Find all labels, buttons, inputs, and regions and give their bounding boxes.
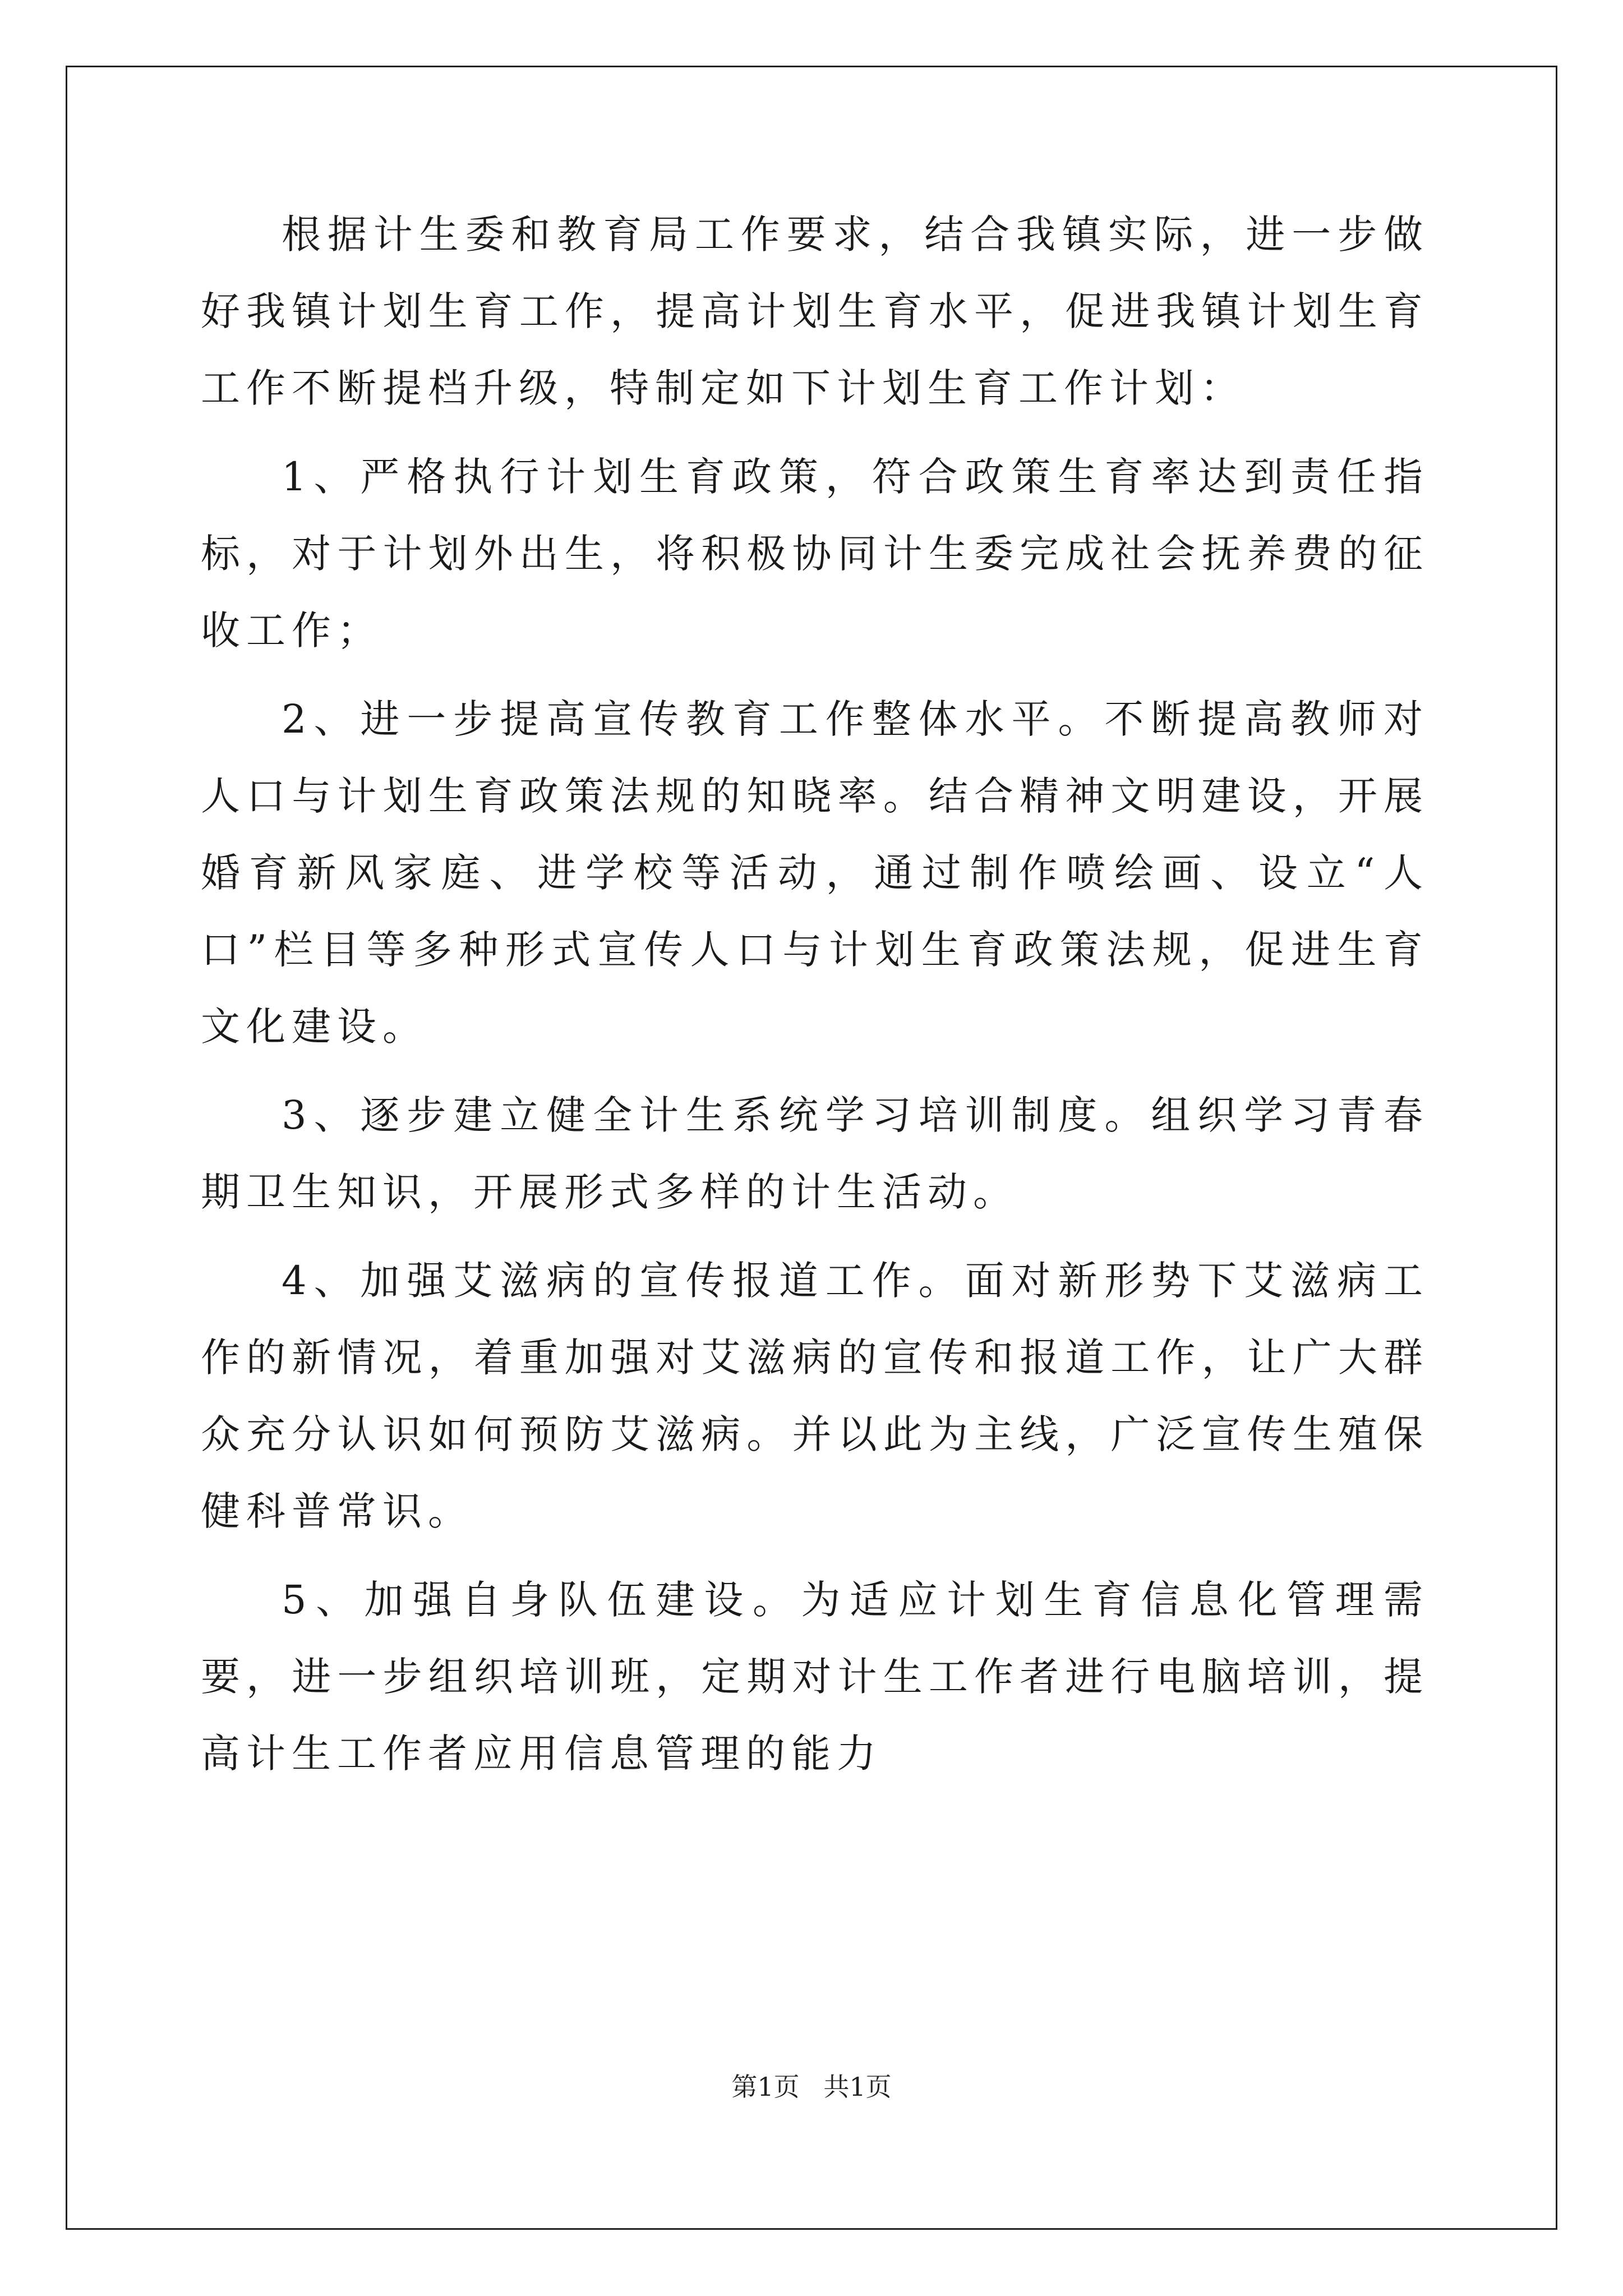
paragraph-item-2: 2、进一步提高宣传教育工作整体水平。不断提高教师对人口与计划生育政策法规的知晓率。结合精神文明建设，开展婚育新风家庭、进学校等活动，通过制作喷绘画、设立“人口”栏目等多种形式宣传人口与计划生育政策法规，促进生育文化建设。 [201, 696, 1429, 1050]
paragraph-item-4: 4、加强艾滋病的宣传报道工作。面对新形势下艾滋病工作的新情况，着重加强对艾滋病的宣传和报道工作，让广大群众充分认识如何预防艾滋病。并以此为主线，广泛宣传生殖保健科普常识。 [201, 1258, 1429, 1534]
paragraph-item-5: 5、加强自身队伍建设。为适应计划生育信息化管理需要，进一步组织培训班，定期对计生工作者进行电脑培训，提高计生工作者应用信息管理的能力 [201, 1577, 1429, 1777]
paragraph-item-1: 1、严格执行计划生育政策，符合政策生育率达到责任指标，对于计划外出生，将积极协同计生委完成社会抚养费的征收工作； [201, 454, 1429, 654]
page-total: 共1页 [823, 2072, 892, 2102]
document-body [201, 196, 1429, 1804]
paragraph-item-3: 3、逐步建立健全计生系统学习培训制度。组织学习青春期卫生知识，开展形式多样的计生活动。 [201, 1092, 1429, 1215]
page-number: 第1页 [731, 2072, 800, 2102]
paragraph-intro: 根据计生委和教育局工作要求，结合我镇实际，进一步做好我镇计划生育工作，提高计划生育水平，促进我镇计划生育工作不断提档升级，特制定如下计划生育工作计划： [201, 211, 1429, 411]
page-footer [0, 2070, 1623, 2104]
